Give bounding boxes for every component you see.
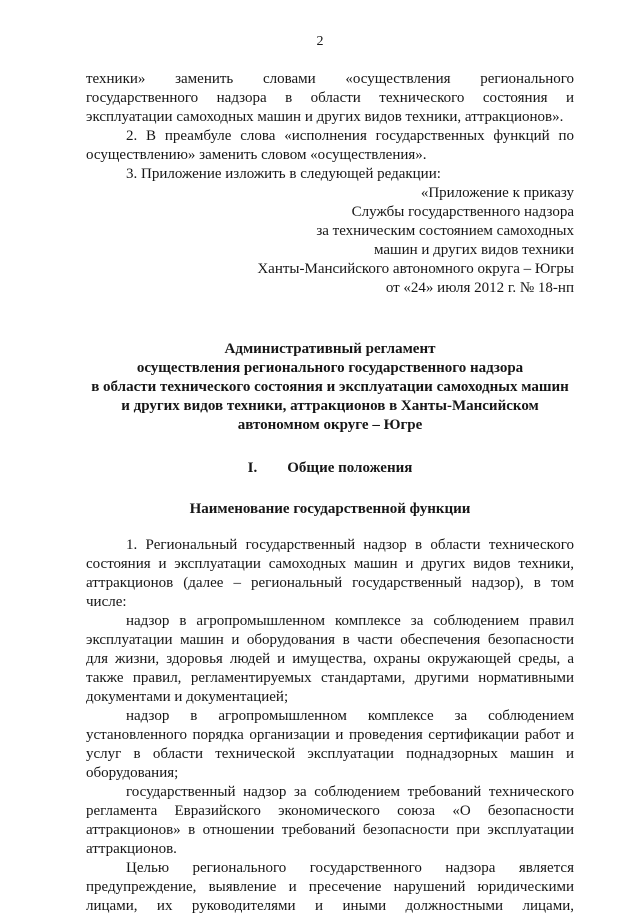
text-line: эксплуатации самоходных машин и других видов техники, аттракционов».	[86, 109, 564, 125]
intro-paragraph	[86, 70, 574, 127]
title-line: в области технического состояния и эксплуатации самоходных машин	[91, 379, 569, 395]
item-2-paragraph	[86, 127, 574, 165]
paragraph-2	[86, 612, 574, 707]
text-line: аттракционов» в отношении требований безопасности при эксплуатации	[86, 822, 574, 838]
text-line: государственного надзора в области технического состояния и	[86, 90, 574, 106]
text-line: предупреждение, выявление и пресечение нарушений юридическими	[86, 879, 574, 895]
approval-line: за техническим состоянием самоходных	[316, 223, 574, 239]
subsection-heading: Наименование государственной функции	[189, 501, 471, 517]
text-line: лицами, их руководителями и иными должностными лицами,	[86, 898, 574, 914]
text-line: оборудования;	[86, 765, 179, 781]
section-title: Общие положения	[287, 460, 413, 476]
approval-block	[256, 184, 574, 298]
text-line: техники» заменить словами «осуществления регионального	[86, 71, 574, 87]
paragraph-4	[86, 783, 574, 859]
text-line: Целью регионального государственного надзора является	[126, 860, 574, 876]
text-line: эксплуатации машин и оборудования в части обеспечения безопасности	[86, 632, 574, 648]
text-line: 2. В преамбуле слова «исполнения государственных функций по	[126, 128, 574, 144]
approval-line: Службы государственного надзора	[351, 204, 574, 220]
title-line: Административный регламент	[224, 341, 436, 357]
approval-line: Ханты-Мансийского автономного округа – Югры	[257, 261, 574, 277]
text-line: услуг в области технической эксплуатации поднадзорных машин и	[86, 746, 574, 762]
paragraph-3	[86, 707, 574, 783]
text-line: осуществлению» заменить словом «осуществления».	[86, 147, 427, 163]
title-line: осуществления регионального государственного надзора	[136, 360, 524, 376]
section-heading	[86, 459, 574, 478]
text-line: надзор в агропромышленном комплексе за соблюдением	[126, 708, 574, 724]
item-3-paragraph: 3. Приложение изложить в следующей редакции:	[126, 166, 441, 182]
paragraph-1	[86, 536, 574, 612]
approval-line: «Приложение к приказу	[420, 185, 574, 201]
page-number: 2	[316, 34, 324, 49]
approval-line: машин и других видов техники	[373, 242, 574, 258]
text-line: документами и документацией;	[86, 689, 289, 705]
text-line: аттракционов.	[86, 841, 177, 857]
regulation-title	[86, 340, 574, 435]
title-line: и других видов техники, аттракционов в Ханты-Мансийском	[121, 398, 539, 414]
approval-line: от «24» июля 2012 г. № 18-нп	[385, 280, 574, 296]
section-number: I.	[247, 460, 258, 476]
text-line: состояния и эксплуатации самоходных машин и других видов техники,	[86, 556, 574, 572]
text-line: также правил, регламентируемых стандартами, другими нормативными	[86, 670, 574, 686]
text-line: 1. Региональный государственный надзор в области технического	[126, 537, 574, 553]
text-line: регламента Евразийского экономического союза «О безопасности	[86, 803, 574, 819]
text-line: государственный надзор за соблюдением требований технического	[126, 784, 574, 800]
text-line: надзор в агропромышленном комплексе за соблюдением правил	[126, 613, 574, 629]
document-body	[86, 70, 574, 916]
text-line: аттракционов (далее – региональный государственный надзор), в том	[86, 575, 574, 591]
text-line: для жизни, здоровья людей и имущества, охраны окружающей среды, а	[86, 651, 574, 667]
text-line: числе:	[86, 594, 127, 610]
title-line: автономном округе – Югре	[237, 417, 423, 433]
text-line: установленного порядка организации и проведения сертификации работ и	[86, 727, 574, 743]
paragraph-5	[86, 859, 574, 916]
